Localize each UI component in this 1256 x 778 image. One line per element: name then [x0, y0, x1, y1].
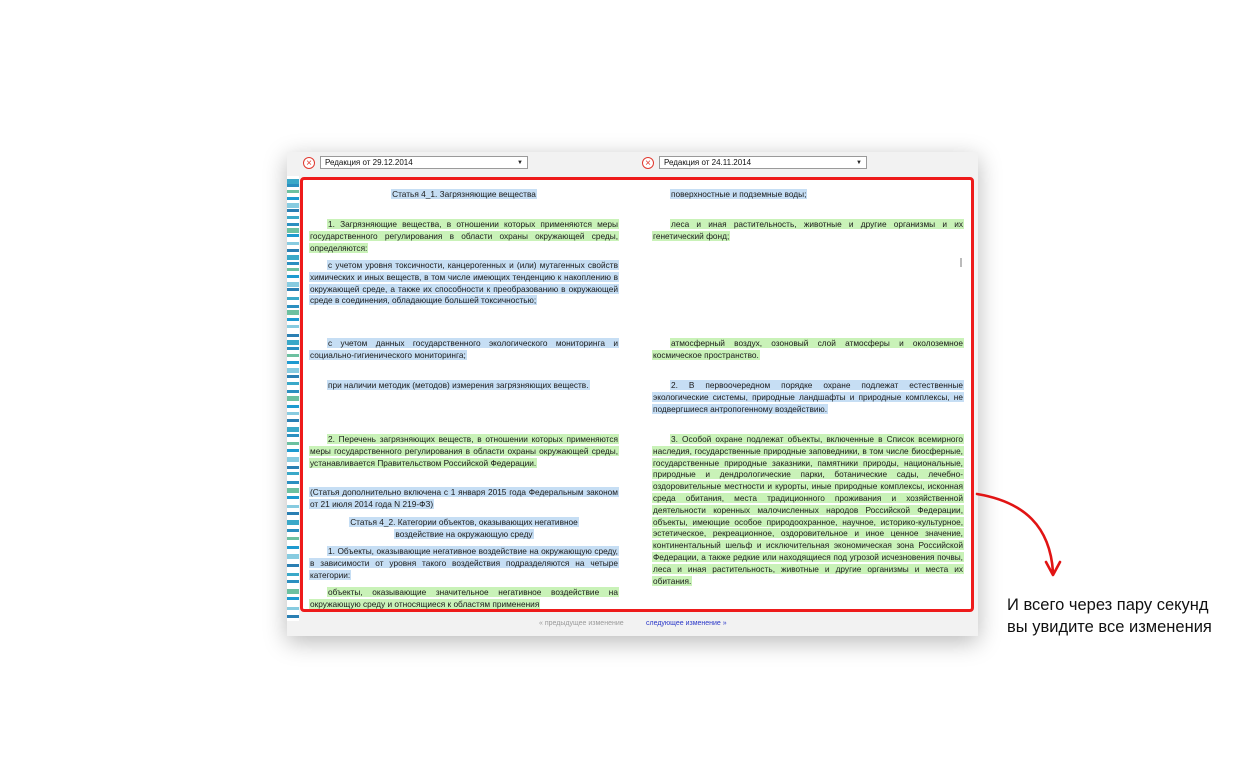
right-edition-selector [642, 156, 867, 169]
text-block [652, 189, 964, 201]
text-span: поверхностные и подземные воды; [671, 189, 807, 199]
change-marker [287, 546, 299, 549]
text-block [309, 587, 619, 611]
dropdown-arrow-icon: ▼ [856, 160, 862, 166]
change-marker [287, 234, 299, 237]
change-marker [287, 325, 299, 328]
change-marker [287, 472, 299, 475]
change-marker [287, 442, 299, 445]
text-block [309, 434, 619, 469]
change-marker [287, 537, 299, 540]
change-marker [287, 242, 299, 245]
text-span: атмосферный воздух, озоновый слой атмосферы и околоземное космическое пространство. [653, 338, 963, 360]
change-marker [287, 354, 299, 357]
text-span: (Статья дополнительно включена с 1 января 2015 года Федеральным законом от 21 июля 2014 года N 219-ФЗ) [310, 487, 618, 509]
text-block [309, 380, 619, 392]
text-span: объекты, оказывающие значительное негативное воздействие на окружающую среду и относящиеся к областям применения [310, 587, 618, 609]
text-span: 1. Загрязняющие вещества, в отношении которых применяются меры государственного регулирования в области охраны окружающей среды, определяются: [310, 219, 618, 253]
annotation-line: И всего через пару секунд [1007, 596, 1209, 614]
change-marker [287, 449, 299, 452]
change-marker [287, 488, 299, 493]
change-marker [287, 412, 299, 415]
change-marker [287, 318, 299, 321]
dropdown-arrow-icon: ▼ [517, 160, 523, 166]
text-span: леса и иная растительность, животные и другие организмы и их генетический фонд; [653, 219, 963, 241]
change-marker [287, 607, 299, 610]
change-marker [287, 481, 299, 484]
change-marker [287, 288, 299, 291]
change-marker [287, 375, 299, 378]
close-right-icon[interactable]: × [642, 157, 654, 169]
change-marker [287, 334, 299, 337]
scroll-marker[interactable] [960, 258, 962, 267]
next-change-link[interactable]: следующее изменение » [646, 620, 727, 627]
comparison-frame [300, 177, 974, 612]
change-marker [287, 275, 299, 278]
change-marker [287, 529, 299, 532]
change-marker [287, 382, 299, 385]
text-block [652, 380, 964, 415]
change-marker [287, 589, 299, 594]
change-marker [287, 184, 299, 187]
change-marker [287, 268, 299, 271]
text-block [309, 487, 619, 511]
annotation-line: вы увидите все изменения [1007, 618, 1212, 636]
change-marker [287, 597, 299, 600]
change-marker [287, 282, 299, 287]
left-edition-dropdown[interactable] [320, 156, 528, 169]
text-span: 1. Объекты, оказывающие негативное воздействие на окружающую среду, в зависимости от уровня такого воздействия подразделяются на четыре категории: [310, 546, 618, 580]
text-span: 3. Особой охране подлежат объекты, включенные в Список всемирного наследия, государственные природные заповедники, в том числе биосферные, государственные природные заказники, памятники природы, национальные, природные и дендрологические парки, ботанические сады, лечебно-оздоровительные местности и курорты, иные природные комплексы, исконная среда обитания, места традиционного проживания и хозяйственной деятельности коренных малочисленных народов Российской Федерации, объекты, имеющие особое природоохранное, научное, историко-культурное, эстетическое, рекреационное, оздоровительное и иное ценное значение, континентальный шельф и исключительная экономическая зона Российской Федерации, а также редкие или находящиеся под угрозой исчезновения почвы, леса и иная растительность, животные и другие организмы и места их обитания. [653, 434, 963, 586]
document-compare-window [287, 152, 978, 636]
text-block [652, 219, 964, 243]
change-marker [287, 466, 299, 469]
close-left-icon[interactable]: × [303, 157, 315, 169]
change-marker [287, 434, 299, 437]
text-block [309, 517, 619, 541]
text-block [652, 338, 964, 362]
change-marker [287, 396, 299, 401]
change-marker [287, 223, 299, 226]
right-edition-value: Редакция от 24.11.2014 [664, 158, 752, 167]
change-marker [287, 249, 299, 252]
text-span: 2. В первоочередном порядке охране подлежат естественные экологические системы, природные ландшафты и природные комплексы, не подвергшиеся антропогенному воздействию. [653, 380, 963, 414]
change-marker [287, 615, 299, 618]
text-span: при наличии методик (методов) измерения загрязняющих веществ. [328, 380, 589, 390]
change-marker [287, 496, 299, 499]
change-marker [287, 520, 299, 525]
change-marker [287, 405, 299, 408]
change-marker [287, 512, 299, 515]
change-marker [287, 427, 299, 432]
change-marker [287, 203, 299, 208]
left-edition-selector [303, 156, 528, 169]
change-marker [287, 340, 299, 345]
change-marker [287, 305, 299, 308]
text-span: с учетом данных государственного экологического мониторинга и социально-гигиенического мониторинга; [310, 338, 618, 360]
change-marker [287, 573, 299, 576]
text-span: с учетом уровня токсичности, канцерогенных и (или) мутагенных свойств химических и иных веществ, в том числе имеющих тенденцию к накоплению в окружающей среде, а также их способности к преобразованию в окружающей среде в соединения, обладающие большей токсичностью; [310, 260, 618, 306]
text-block [309, 219, 619, 254]
text-span: 2. Перечень загрязняющих веществ, в отношении которых применяются меры государственного регулирования в области охраны окружающей среды, устанавливается Правительством Российской Федерации. [310, 434, 618, 468]
change-marker [287, 228, 299, 233]
curved-arrow-icon [975, 492, 1070, 582]
annotation-caption [1007, 594, 1212, 638]
text-block [309, 546, 619, 581]
change-marker [287, 190, 299, 193]
change-marker [287, 505, 299, 508]
text-block [309, 189, 619, 201]
change-marker [287, 297, 299, 300]
change-marker [287, 347, 299, 350]
text-block [309, 338, 619, 362]
change-marker [287, 209, 299, 212]
text-block [309, 260, 619, 307]
change-marker [287, 457, 299, 462]
text-block [652, 434, 964, 587]
change-marker [287, 255, 299, 260]
text-span: Статья 4_2. Категории объектов, оказывающих негативное воздействие на окружающую среду [350, 517, 578, 539]
change-marker [287, 216, 299, 219]
change-marker [287, 197, 299, 200]
change-marker [287, 554, 299, 559]
change-map-strip[interactable] [287, 176, 299, 621]
text-span: Статья 4_1. Загрязняющие вещества [392, 189, 536, 199]
change-marker [287, 368, 299, 373]
change-marker [287, 580, 299, 583]
previous-change-link[interactable]: « предыдущее изменение [539, 620, 624, 627]
change-marker [287, 419, 299, 422]
change-marker [287, 262, 299, 265]
change-marker [287, 564, 299, 567]
change-marker [287, 361, 299, 364]
change-marker [287, 390, 299, 393]
change-marker [287, 310, 299, 315]
left-edition-value: Редакция от 29.12.2014 [325, 158, 413, 167]
right-edition-dropdown[interactable] [659, 156, 867, 169]
